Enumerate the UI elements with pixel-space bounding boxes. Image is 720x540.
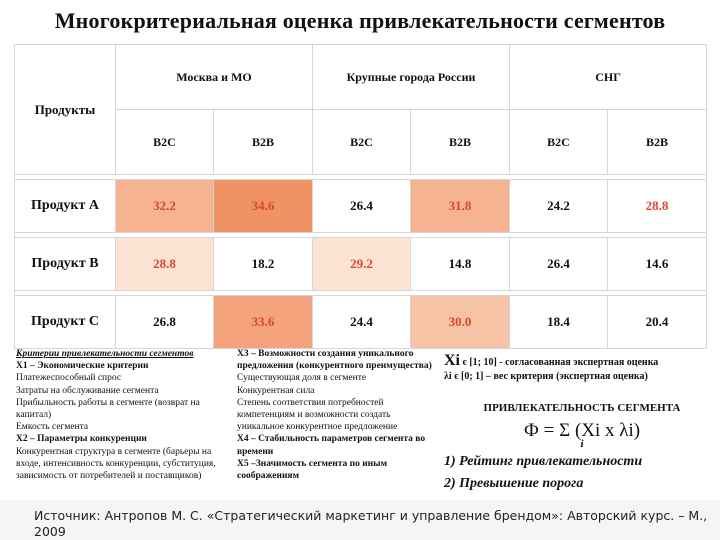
- score-cell: 18.2: [214, 238, 313, 291]
- method-item: 1) Рейтинг привлекательности: [444, 454, 643, 469]
- criterion-title: Х3 – Возможности создания уникального предложения (конкурентного преимущества): [237, 349, 432, 372]
- x-range: є [1; 10] - согласованная экспертная оценка: [462, 357, 659, 368]
- lambda-range: є [0; 1] – вес критерия (экспертная оценка): [454, 371, 648, 382]
- products-header: Продукты: [15, 45, 116, 175]
- criterion-title: Х1 – Экономические критерии: [16, 361, 149, 372]
- score-cell: 26.8: [116, 296, 214, 349]
- criterion-item: Емкость сегмента: [16, 422, 89, 433]
- region-header: Москва и МО: [116, 45, 313, 110]
- criteria-heading: Критерии привлекательности сегментов: [16, 349, 194, 359]
- segment-evaluation-table: [14, 44, 707, 349]
- product-label: Продукт А: [15, 180, 116, 233]
- method-item: 2) Превышение порога: [444, 476, 584, 491]
- x-definition: [444, 354, 720, 370]
- attractiveness-heading: ПРИВЛЕКАТЕЛЬНОСТЬ СЕГМЕНТА: [483, 402, 681, 414]
- score-cell: 14.8: [411, 238, 510, 291]
- criterion-title: Х4 – Стабильность параметров сегмента во времени: [237, 434, 426, 457]
- segment-type-header: B2C: [510, 110, 608, 175]
- criterion-item: Конкурентная сила: [237, 385, 315, 396]
- criterion-item: Затраты на обслуживание сегмента: [16, 385, 159, 396]
- score-cell: 34.6: [214, 180, 313, 233]
- score-cell: 31.8: [411, 180, 510, 233]
- table-row: [15, 238, 707, 291]
- criterion-title: Х5 –Значимость сегмента по иным соображениям: [237, 458, 388, 482]
- score-cell: 29.2: [313, 238, 411, 291]
- segment-type-header: B2C: [116, 110, 214, 175]
- lambda-symbol: λi: [444, 371, 452, 382]
- criteria-list-left: [16, 348, 234, 482]
- score-cell: 24.2: [510, 180, 608, 233]
- source-citation: Источник: Антропов М. С. «Стратегический маркетинг и управление брендом»: Авторский курс. – М., 2009: [34, 508, 708, 539]
- criterion-item: Конкурентная структура в сегменте (барьеры на входе, интенсивность конкуренции, субституция, зависимость от потребителей и поставщиков): [16, 446, 216, 482]
- table-row: [15, 296, 707, 349]
- criterion-item: Платежеспособный спрос: [16, 373, 122, 384]
- score-cell: 20.4: [608, 296, 707, 349]
- score-cell: 28.8: [116, 238, 214, 291]
- region-header: Крупные города России: [313, 45, 510, 110]
- criterion-item: Существующая доля в сегменте: [237, 373, 367, 384]
- score-cell: 24.4: [313, 296, 411, 349]
- formula-panel: [444, 354, 720, 494]
- score-cell: 33.6: [214, 296, 313, 349]
- segment-type-header: B2B: [214, 110, 313, 175]
- region-header: СНГ: [510, 45, 707, 110]
- score-cell: 28.8: [608, 180, 707, 233]
- page-title: Многокритериальная оценка привлекательности сегментов: [54, 8, 666, 33]
- criterion-item: Степень соответствия потребностей компетенциям и возможности создать уникальное конкурентное предложение: [237, 397, 398, 433]
- criteria-list-middle: [237, 348, 437, 482]
- segment-type-header: B2C: [313, 110, 411, 175]
- criterion-title: Х2 – Параметры конкуренции: [16, 434, 147, 445]
- score-cell: 14.6: [608, 238, 707, 291]
- product-label: Продукт С: [15, 296, 116, 349]
- segment-type-header: B2B: [411, 110, 510, 175]
- product-label: Продукт В: [15, 238, 116, 291]
- score-cell: 26.4: [510, 238, 608, 291]
- score-cell: 32.2: [116, 180, 214, 233]
- table-row: [15, 180, 707, 233]
- attractiveness-formula: Ф = Σ (Xi x λi): [523, 420, 641, 441]
- score-cell: 18.4: [510, 296, 608, 349]
- score-cell: 30.0: [411, 296, 510, 349]
- criterion-item: Прибыльность работы в сегменте (возврат на капитал): [16, 397, 200, 421]
- score-cell: 26.4: [313, 180, 411, 233]
- lambda-definition: [444, 370, 720, 384]
- segment-type-header: B2B: [608, 110, 707, 175]
- formula-index: i: [580, 438, 584, 450]
- x-symbol: Xi: [444, 352, 460, 369]
- source-footer: [0, 500, 720, 540]
